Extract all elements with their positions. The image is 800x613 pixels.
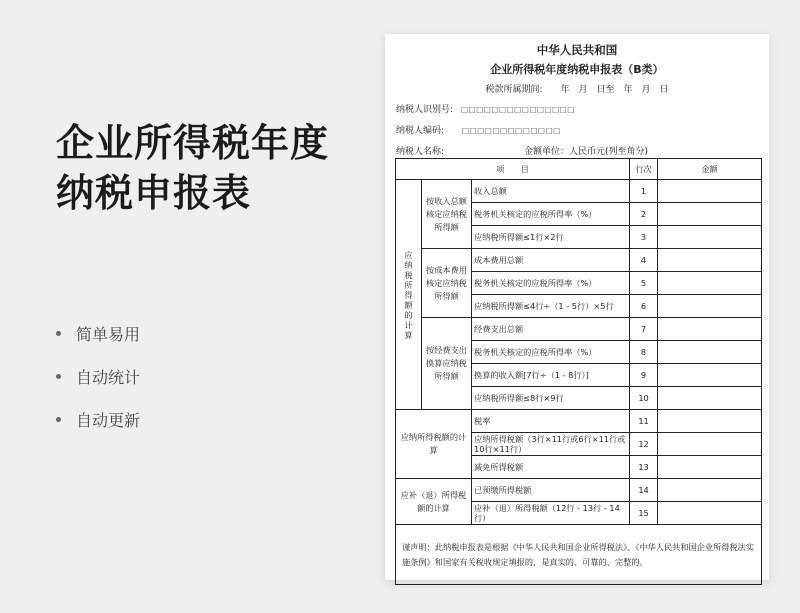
row-amount-cell[interactable] (658, 410, 762, 433)
row-amount-cell[interactable] (658, 502, 762, 525)
row-no: 14 (630, 479, 658, 502)
row-no: 7 (630, 318, 658, 341)
group-expense: 按经费支出换算应纳税所得额 (422, 318, 472, 410)
table-row (396, 318, 762, 341)
feature-item (56, 398, 140, 441)
form-period: 税款所属期间: 年 月 日至 年 月 日 (485, 85, 669, 95)
taxpayer-code-boxes: □□□□□□□□□□□□□ (462, 126, 561, 135)
declaration-row (396, 525, 762, 585)
section-taxable-income: 应纳税所得额的计算 (396, 180, 422, 410)
bullet-dot-icon (56, 374, 61, 379)
page-title-line1: 企业所得税年度 (56, 121, 330, 165)
row-amount-cell[interactable] (658, 456, 762, 479)
row-no: 9 (630, 364, 658, 387)
row-no: 8 (630, 341, 658, 364)
row-item: 应补（退）所得税额（12行 - 13行 - 14行） (472, 502, 630, 525)
table-row (396, 249, 762, 272)
row-amount-cell[interactable] (658, 249, 762, 272)
row-amount-cell[interactable] (658, 180, 762, 203)
form-heading-country: 中华人民共和国 (536, 43, 618, 57)
table-row (396, 180, 762, 203)
tax-form-document (385, 34, 769, 580)
header-row-no: 行次 (630, 159, 658, 180)
row-amount-cell[interactable] (658, 387, 762, 410)
row-amount-cell[interactable] (658, 318, 762, 341)
row-amount-cell[interactable] (658, 341, 762, 364)
page-title (56, 118, 329, 218)
taxpayer-code-line (396, 123, 561, 136)
table-row (396, 410, 762, 433)
row-item: 收入总额 (472, 180, 630, 203)
row-item: 应纳税所得额≤1行×2行 (472, 226, 630, 249)
row-item: 减免所得税额 (472, 456, 630, 479)
row-no: 15 (630, 502, 658, 525)
row-no: 2 (630, 203, 658, 226)
row-item: 成本费用总额 (472, 249, 630, 272)
feature-item (56, 355, 140, 398)
bullet-dot-icon (56, 417, 61, 422)
feature-list (56, 312, 140, 441)
row-no: 5 (630, 272, 658, 295)
section-tax-payable: 应纳所得税额的计算 (396, 410, 472, 479)
row-amount-cell[interactable] (658, 272, 762, 295)
form-heading-title: 企业所得税年度纳税申报表（B类） (490, 63, 664, 76)
row-item: 换算的收入额[7行÷（1 - 8行）] (472, 364, 630, 387)
row-no: 12 (630, 433, 658, 456)
taxpayer-id-boxes: □□□□□□□□□□□□□□□ (461, 105, 575, 114)
declaration-text: 谨声明：此纳税申报表是根据《中华人民共和国企业所得税法》、《中华人民共和国企业所得税法实施条例》和国家有关税收规定填报的，是真实的、可靠的、完整的。 (396, 525, 762, 585)
row-amount-cell[interactable] (658, 203, 762, 226)
row-no: 3 (630, 226, 658, 249)
header-amount: 金额 (658, 159, 762, 180)
row-item: 经费支出总额 (472, 318, 630, 341)
taxpayer-id-line (396, 102, 575, 115)
row-item: 税务机关核定的应税所得率（%） (472, 272, 630, 295)
header-item: 项 目 (396, 159, 630, 180)
row-item: 应纳所得税额（3行×11行或6行×11行或10行×11行） (472, 433, 630, 456)
section-tax-refund: 应补（退）所得税额的计算 (396, 479, 472, 525)
table-row (396, 479, 762, 502)
row-amount-cell[interactable] (658, 295, 762, 318)
tax-table (395, 158, 762, 585)
page-title-line2: 纳税申报表 (56, 171, 252, 215)
feature-label: 自动更新 (76, 411, 141, 430)
group-income: 按收入总额核定应纳税所得额 (422, 180, 472, 249)
taxpayer-name-label: 纳税人名称: (396, 147, 445, 157)
row-item: 应纳税所得额≤8行×9行 (472, 387, 630, 410)
row-no: 1 (630, 180, 658, 203)
row-no: 11 (630, 410, 658, 433)
amount-unit: 金额单位：人民币元(列至角分) (524, 147, 649, 157)
taxpayer-code-label: 纳税人编码: (396, 126, 445, 136)
feature-item (56, 312, 140, 355)
row-no: 4 (630, 249, 658, 272)
row-amount-cell[interactable] (658, 226, 762, 249)
row-no: 10 (630, 387, 658, 410)
row-item: 税务机关核定的应税所得率（%） (472, 203, 630, 226)
group-cost: 按成本费用核定应纳税所得额 (422, 249, 472, 318)
row-no: 13 (630, 456, 658, 479)
row-no: 6 (630, 295, 658, 318)
feature-label: 自动统计 (76, 368, 141, 387)
feature-label: 简单易用 (76, 325, 141, 344)
row-amount-cell[interactable] (658, 433, 762, 456)
bullet-dot-icon (56, 331, 61, 336)
table-header-row (396, 159, 762, 180)
taxpayer-id-label: 纳税人识别号: (396, 105, 454, 115)
row-amount-cell[interactable] (658, 479, 762, 502)
row-amount-cell[interactable] (658, 364, 762, 387)
row-item: 应纳税所得额≤4行÷（1 - 5行）×5行 (472, 295, 630, 318)
row-item: 税率 (472, 410, 630, 433)
row-item: 已预缴所得税额 (472, 479, 630, 502)
row-item: 税务机关核定的应税所得率（%） (472, 341, 630, 364)
